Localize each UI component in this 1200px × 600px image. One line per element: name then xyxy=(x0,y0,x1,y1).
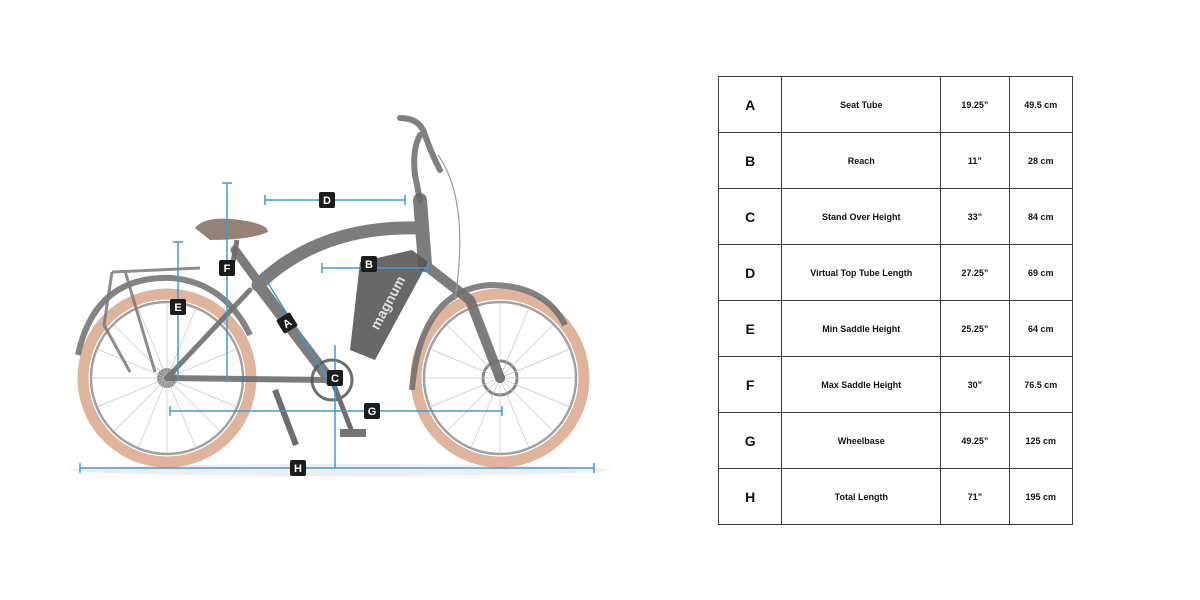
marker-b xyxy=(361,256,377,272)
row-value-cm: 125 cm xyxy=(1009,413,1072,469)
brand-logo: magnum xyxy=(366,273,409,333)
row-value-cm: 195 cm xyxy=(1009,469,1072,525)
row-measurement-name: Reach xyxy=(782,133,941,189)
row-value-cm: 28 cm xyxy=(1009,133,1072,189)
row-value-inches: 25.25” xyxy=(941,301,1009,357)
row-letter: D xyxy=(719,245,782,301)
row-letter: E xyxy=(719,301,782,357)
row-value-inches: 11” xyxy=(941,133,1009,189)
marker-e xyxy=(170,299,186,315)
table-row xyxy=(719,133,1073,189)
marker-h xyxy=(290,460,306,476)
svg-text:C: C xyxy=(331,373,339,385)
row-value-cm: 64 cm xyxy=(1009,301,1072,357)
table-row xyxy=(719,189,1073,245)
marker-g xyxy=(364,403,380,419)
table-row xyxy=(719,245,1073,301)
row-letter: H xyxy=(719,469,782,525)
row-measurement-name: Virtual Top Tube Length xyxy=(782,245,941,301)
svg-text:E: E xyxy=(174,302,182,314)
row-value-cm: 49.5 cm xyxy=(1009,77,1072,133)
svg-text:A: A xyxy=(280,316,295,332)
row-value-cm: 84 cm xyxy=(1009,189,1072,245)
marker-f xyxy=(219,260,235,276)
table-row xyxy=(719,77,1073,133)
kickstand xyxy=(275,390,296,445)
marker-d xyxy=(319,192,335,208)
row-value-inches: 30” xyxy=(941,357,1009,413)
table-row xyxy=(719,357,1073,413)
table-row xyxy=(719,469,1073,525)
dimension-line-a xyxy=(266,280,330,382)
saddle xyxy=(195,219,268,262)
table-row xyxy=(719,301,1073,357)
handlebars xyxy=(400,118,440,200)
row-measurement-name: Min Saddle Height xyxy=(782,301,941,357)
row-measurement-name: Seat Tube xyxy=(782,77,941,133)
row-value-inches: 71” xyxy=(941,469,1009,525)
dimension-ticks xyxy=(80,183,594,473)
row-value-inches: 33” xyxy=(941,189,1009,245)
row-letter: G xyxy=(719,413,782,469)
svg-text:D: D xyxy=(323,195,331,207)
row-measurement-name: Max Saddle Height xyxy=(782,357,941,413)
row-letter: F xyxy=(719,357,782,413)
row-letter: A xyxy=(719,77,782,133)
svg-text:G: G xyxy=(367,406,377,418)
row-measurement-name: Wheelbase xyxy=(782,413,941,469)
row-value-inches: 19.25” xyxy=(941,77,1009,133)
svg-text:H: H xyxy=(294,463,302,475)
row-measurement-name: Total Length xyxy=(782,469,941,525)
svg-text:F: F xyxy=(223,263,231,275)
row-measurement-name: Stand Over Height xyxy=(782,189,941,245)
row-letter: C xyxy=(719,189,782,245)
table-row xyxy=(719,413,1073,469)
bike-geometry-diagram xyxy=(60,95,620,495)
marker-c xyxy=(327,370,343,386)
row-value-inches: 49.25” xyxy=(941,413,1009,469)
row-value-inches: 27.25” xyxy=(941,245,1009,301)
row-letter: B xyxy=(719,133,782,189)
svg-text:B: B xyxy=(365,259,373,271)
row-value-cm: 69 cm xyxy=(1009,245,1072,301)
row-value-cm: 76.5 cm xyxy=(1009,357,1072,413)
geometry-table xyxy=(718,76,1073,525)
